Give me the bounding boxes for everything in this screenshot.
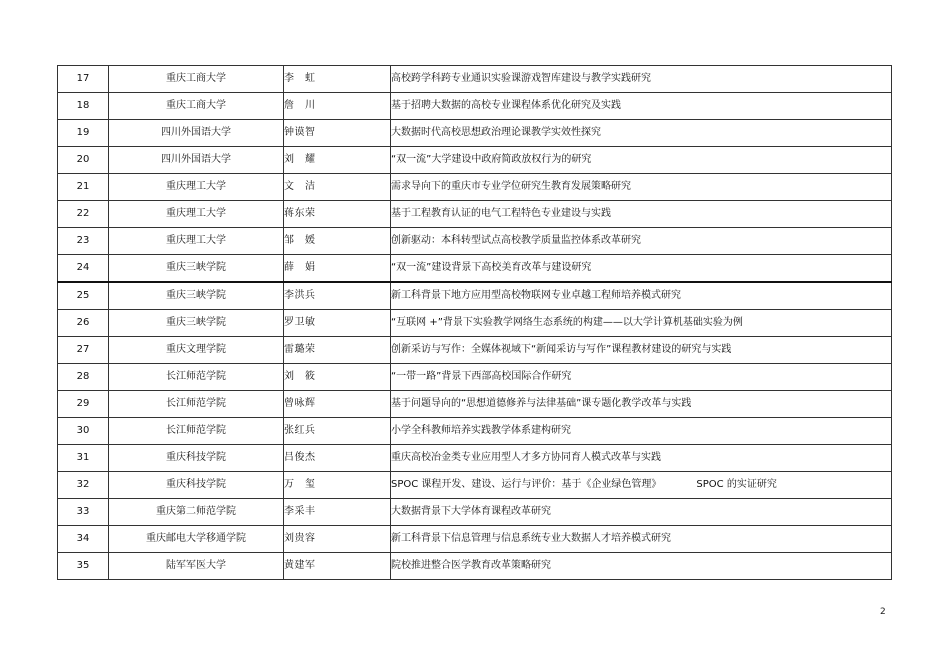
school-name: 重庆理工大学	[109, 174, 284, 201]
table-row	[58, 228, 892, 255]
project-title: 基于招聘大数据的高校专业课程体系优化研究及实践	[391, 93, 892, 120]
row-number: 28	[58, 364, 109, 391]
school-name: 重庆三峡学院	[109, 282, 284, 310]
school-name: 长江师范学院	[109, 418, 284, 445]
row-number: 21	[58, 174, 109, 201]
person-name: 文 洁	[284, 174, 391, 201]
project-title: 新工科背景下地方应用型高校物联网专业卓越工程师培养模式研究	[391, 282, 892, 310]
school-name: 重庆第二师范学院	[109, 499, 284, 526]
person-name: 雷璐荣	[284, 337, 391, 364]
row-number: 30	[58, 418, 109, 445]
row-number: 29	[58, 391, 109, 418]
person-name: 李 虹	[284, 66, 391, 93]
table-row	[58, 66, 892, 93]
project-title: 高校跨学科跨专业通识实验课游戏智库建设与教学实践研究	[391, 66, 892, 93]
person-name: 罗卫敏	[284, 310, 391, 337]
row-number: 32	[58, 472, 109, 499]
table-row	[58, 255, 892, 283]
school-name: 长江师范学院	[109, 364, 284, 391]
table-row	[58, 418, 892, 445]
person-name: 张红兵	[284, 418, 391, 445]
row-number: 22	[58, 201, 109, 228]
row-number: 20	[58, 147, 109, 174]
person-name: 刘贵容	[284, 526, 391, 553]
row-number: 23	[58, 228, 109, 255]
person-name: 吕俊杰	[284, 445, 391, 472]
row-number: 26	[58, 310, 109, 337]
school-name: 重庆理工大学	[109, 228, 284, 255]
person-name: 黄建军	[284, 553, 391, 580]
project-title: 院校推进整合医学教育改革策略研究	[391, 553, 892, 580]
row-number: 31	[58, 445, 109, 472]
table-row	[58, 201, 892, 228]
row-number: 19	[58, 120, 109, 147]
school-name: 重庆工商大学	[109, 66, 284, 93]
project-title: “互联网 +”背景下实验教学网络生态系统的构建——以大学计算机基础实验为例	[391, 310, 892, 337]
person-name: 钟谟智	[284, 120, 391, 147]
table-row	[58, 391, 892, 418]
school-name: 重庆三峡学院	[109, 310, 284, 337]
person-name: 万 玺	[284, 472, 391, 499]
project-title: “双一流”建设背景下高校美育改革与建设研究	[391, 255, 892, 283]
row-number: 25	[58, 282, 109, 310]
school-name: 重庆三峡学院	[109, 255, 284, 283]
school-name: 重庆文理学院	[109, 337, 284, 364]
row-number: 24	[58, 255, 109, 283]
person-name: 曾咏辉	[284, 391, 391, 418]
project-title: 大数据背景下大学体育课程改革研究	[391, 499, 892, 526]
row-number: 33	[58, 499, 109, 526]
project-table-body	[58, 66, 892, 580]
project-title: 创新采访与写作：全媒体视域下“新闻采访与写作”课程教材建设的研究与实践	[391, 337, 892, 364]
table-row	[58, 445, 892, 472]
person-name: 李洪兵	[284, 282, 391, 310]
project-title: “双一流”大学建设中政府简政放权行为的研究	[391, 147, 892, 174]
school-name: 重庆邮电大学移通学院	[109, 526, 284, 553]
project-title: 重庆高校冶金类专业应用型人才多方协同育人模式改革与实践	[391, 445, 892, 472]
person-name: 薛 娟	[284, 255, 391, 283]
project-title: 大数据时代高校思想政治理论课教学实效性探究	[391, 120, 892, 147]
project-table	[57, 65, 892, 580]
project-title: “一带一路”背景下西部高校国际合作研究	[391, 364, 892, 391]
school-name: 四川外国语大学	[109, 120, 284, 147]
person-name: 李采丰	[284, 499, 391, 526]
table-row	[58, 364, 892, 391]
row-number: 35	[58, 553, 109, 580]
table-row	[58, 310, 892, 337]
school-name: 长江师范学院	[109, 391, 284, 418]
table-row	[58, 337, 892, 364]
school-name: 重庆科技学院	[109, 472, 284, 499]
school-name: 重庆工商大学	[109, 93, 284, 120]
table-row	[58, 499, 892, 526]
project-title: 创新驱动：本科转型试点高校教学质量监控体系改革研究	[391, 228, 892, 255]
table-row	[58, 147, 892, 174]
project-title: 基于工程教育认证的电气工程特色专业建设与实践	[391, 201, 892, 228]
table-row	[58, 526, 892, 553]
school-name: 陆军军医大学	[109, 553, 284, 580]
school-name: 重庆科技学院	[109, 445, 284, 472]
project-title: 小学全科教师培养实践教学体系建构研究	[391, 418, 892, 445]
row-number: 18	[58, 93, 109, 120]
table-row	[58, 553, 892, 580]
project-title: 需求导向下的重庆市专业学位研究生教育发展策略研究	[391, 174, 892, 201]
project-title: SPOC 课程开发、建设、运行与评价：基于《企业绿色管理》 SPOC 的实证研究	[391, 472, 892, 499]
page-number: 2	[880, 607, 886, 617]
person-name: 邹 媛	[284, 228, 391, 255]
table-row	[58, 472, 892, 499]
school-name: 重庆理工大学	[109, 201, 284, 228]
person-name: 刘 筱	[284, 364, 391, 391]
table-row	[58, 93, 892, 120]
school-name: 四川外国语大学	[109, 147, 284, 174]
person-name: 蒋东荣	[284, 201, 391, 228]
project-title: 新工科背景下信息管理与信息系统专业大数据人才培养模式研究	[391, 526, 892, 553]
project-title: 基于问题导向的“思想道德修养与法律基础”课专题化教学改革与实践	[391, 391, 892, 418]
person-name: 詹 川	[284, 93, 391, 120]
person-name: 刘 耀	[284, 147, 391, 174]
table-row	[58, 120, 892, 147]
row-number: 34	[58, 526, 109, 553]
row-number: 27	[58, 337, 109, 364]
row-number: 17	[58, 66, 109, 93]
table-row	[58, 174, 892, 201]
table-row	[58, 282, 892, 310]
